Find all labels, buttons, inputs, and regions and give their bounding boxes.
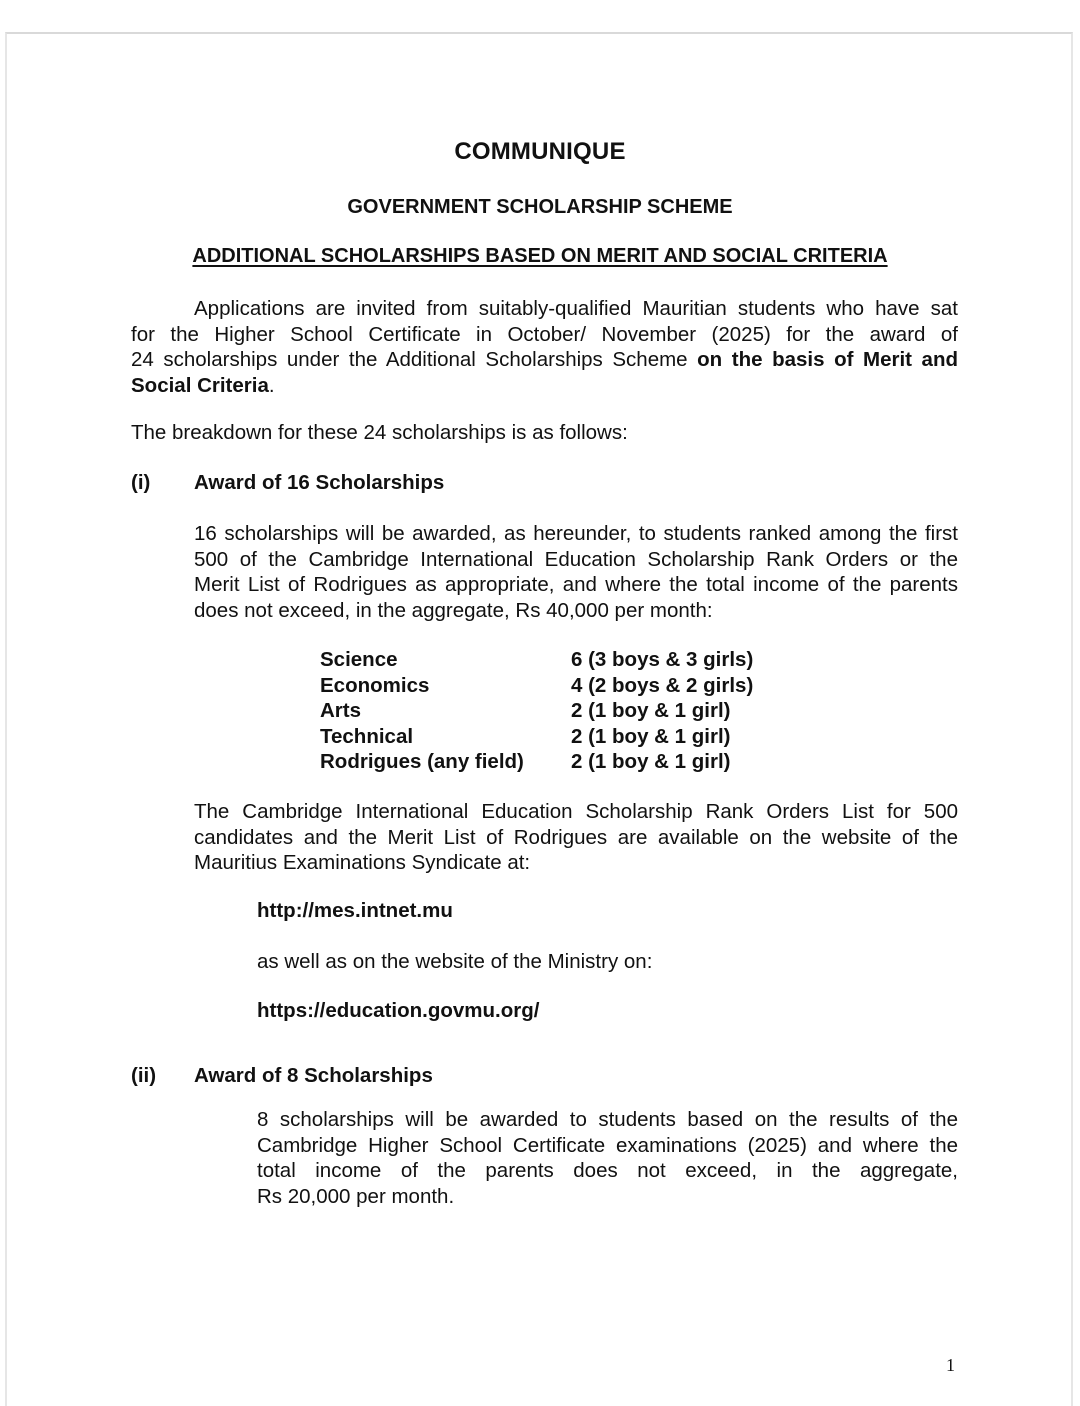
paragraph-line: 8 scholarships will be awarded to students based on the results of the bbox=[257, 1108, 958, 1131]
table-row bbox=[320, 698, 753, 724]
allocation-field: Economics bbox=[320, 673, 430, 697]
table-row bbox=[320, 647, 753, 673]
allocation-field: Science bbox=[320, 648, 398, 671]
document-heading: ADDITIONAL SCHOLARSHIPS BASED ON MERIT AND SOCIAL CRITERIA bbox=[192, 245, 888, 267]
allocation-count: 2 (1 boy & 1 girl) bbox=[571, 699, 731, 722]
intro-line: for the Higher School Certificate in October/ November (2025) for the award of bbox=[131, 322, 958, 346]
intro-line bbox=[131, 373, 958, 399]
mes-website-link[interactable]: http://mes.intnet.mu bbox=[257, 899, 453, 922]
allocation-field: Technical bbox=[320, 724, 414, 748]
allocation-count: 4 (2 boys & 2 girls) bbox=[571, 673, 754, 697]
paragraph-line: The Cambridge International Education Scholarship Rank Orders List for 500 bbox=[194, 800, 958, 823]
intro-emphasis: Social Criteria bbox=[131, 373, 269, 397]
allocation-count: 6 (3 boys & 3 girls) bbox=[571, 648, 754, 671]
paragraph-line: 500 of the Cambridge International Education Scholarship Rank Orders or the bbox=[194, 547, 958, 571]
paragraph-line: Cambridge Higher School Certificate examinations (2025) and where the bbox=[257, 1133, 958, 1157]
section-number: (i) bbox=[131, 471, 151, 494]
section-title: Award of 8 Scholarships bbox=[194, 1064, 433, 1087]
paragraph-line: Rs 20,000 per month. bbox=[257, 1184, 455, 1208]
intro-line: Applications are invited from suitably-qualified Mauritian students who have sat bbox=[194, 297, 958, 320]
table-row bbox=[320, 749, 753, 775]
intro-text: . bbox=[268, 373, 275, 397]
page-number: 1 bbox=[946, 1355, 955, 1375]
intro-emphasis: on the basis of Merit and bbox=[697, 348, 958, 371]
section-title: Award of 16 Scholarships bbox=[194, 471, 445, 494]
intro-line bbox=[131, 347, 958, 373]
intro-paragraph bbox=[131, 296, 958, 398]
breakdown-intro: The breakdown for these 24 scholarships is as follows: bbox=[131, 421, 628, 444]
allocation-field: Arts bbox=[320, 699, 362, 722]
allocation-field: Rodrigues (any field) bbox=[320, 750, 524, 773]
paragraph-line: Mauritius Examinations Syndicate at: bbox=[194, 851, 531, 874]
document-subtitle: GOVERNMENT SCHOLARSHIP SCHEME bbox=[347, 196, 733, 218]
section1-note bbox=[194, 799, 958, 876]
ministry-website-intro: as well as on the website of the Ministry on: bbox=[257, 950, 653, 973]
paragraph-line: 16 scholarships will be awarded, as hereunder, to students ranked among the first bbox=[194, 522, 958, 545]
allocation-count: 2 (1 boy & 1 girl) bbox=[571, 750, 731, 773]
paragraph-line: does not exceed, in the aggregate, Rs 40,000 per month: bbox=[194, 598, 713, 622]
intro-text: 24 scholarships under the Additional Scholarships Scheme bbox=[131, 348, 698, 371]
table-row bbox=[320, 724, 753, 750]
paragraph-line: total income of the parents does not exceed, in the aggregate, bbox=[257, 1159, 958, 1182]
paragraph-line: Merit List of Rodrigues as appropriate, and where the total income of the parents bbox=[194, 573, 958, 596]
paragraph-line: candidates and the Merit List of Rodrigues are available on the website of the bbox=[194, 825, 958, 849]
allocation-count: 2 (1 boy & 1 girl) bbox=[571, 724, 731, 748]
allocation-table bbox=[320, 647, 753, 775]
page-title: COMMUNIQUE bbox=[454, 138, 626, 165]
table-row bbox=[320, 673, 753, 699]
section-number: (ii) bbox=[131, 1064, 157, 1087]
section2-paragraph bbox=[257, 1107, 958, 1209]
ministry-website-link[interactable]: https://education.govmu.org/ bbox=[257, 999, 540, 1022]
section1-paragraph bbox=[194, 521, 958, 623]
